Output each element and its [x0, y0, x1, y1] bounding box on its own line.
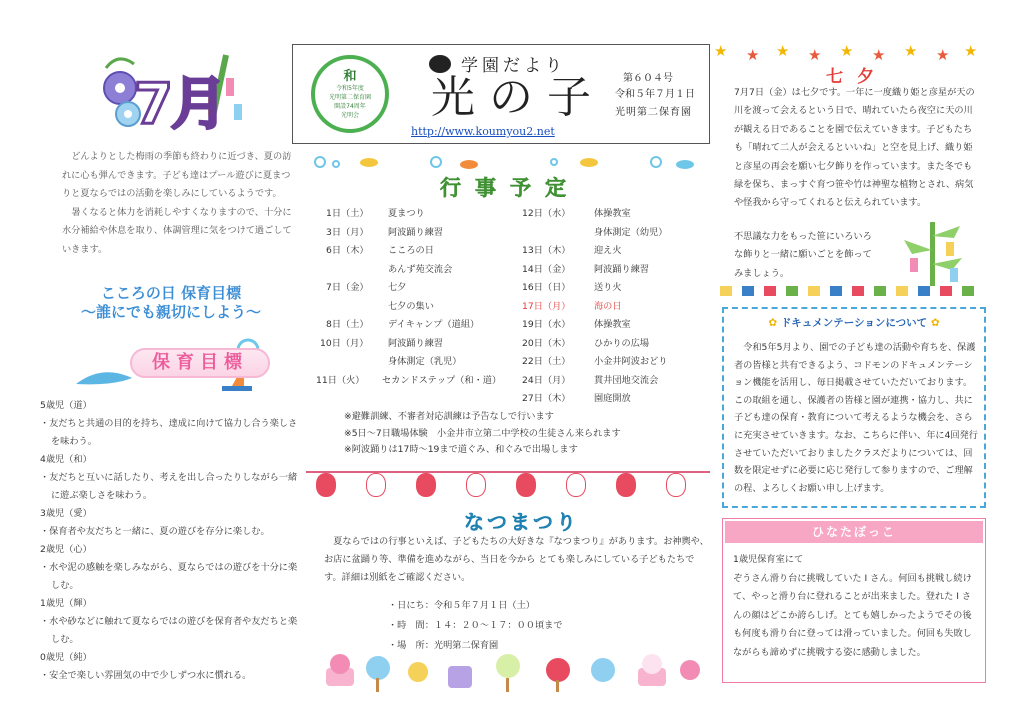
- event-name: 夏まつり: [388, 208, 425, 219]
- event-name: 阿波踊り練習: [594, 263, 650, 275]
- goal-group: [40, 397, 302, 451]
- event-row: [326, 316, 479, 334]
- festival-items-icon: [318, 648, 706, 692]
- lantern-icon: [316, 473, 336, 497]
- natsu-info-line: ・時 間：１４：２０〜１７：００頃まで: [388, 620, 563, 631]
- festival-decoration: [318, 648, 706, 692]
- star-icon: ★: [904, 42, 918, 60]
- lantern-string: [306, 471, 710, 473]
- event-name: 体操教室: [594, 319, 631, 330]
- event-name: 阿波踊り練習: [388, 226, 444, 238]
- event-day: 3日（月）: [326, 226, 369, 238]
- goal-group: [40, 541, 302, 595]
- bubble-icon: [430, 156, 442, 168]
- event-row: [522, 390, 631, 408]
- documentation-box: [722, 307, 986, 508]
- event-row: [522, 279, 622, 297]
- event-day: 7日（金）: [326, 282, 369, 293]
- bubble-icon: [650, 156, 662, 168]
- flag-icon: [962, 286, 974, 296]
- star-icon: ★: [808, 46, 822, 64]
- bamboo-icon: [890, 218, 980, 288]
- goal-age: 0歳児（純）: [40, 652, 92, 663]
- intro-paragraph: どんよりとした梅雨の季節も終わりに近づき、夏の訪れに心も弾んできます。子ども達はプール遊びに夏まつりと夏ならではの活動を楽しみにしているようです。: [62, 151, 292, 199]
- event-row: [522, 372, 658, 390]
- star-icon: ★: [776, 42, 790, 60]
- kokoro-title-line: こころの日 保育目標: [100, 284, 242, 302]
- event-name: 体操教室: [594, 208, 631, 219]
- event-day: 16日（日）: [522, 282, 571, 293]
- logo-mark: 和: [343, 69, 357, 84]
- bubble-icon: [314, 156, 326, 168]
- event-row: [326, 353, 462, 371]
- event-row: [326, 224, 443, 242]
- event-row: [522, 353, 668, 371]
- tanabata-tail-line: みましょう。: [734, 267, 790, 279]
- hoiku-banner: [72, 334, 262, 394]
- bunting-decoration: [712, 286, 992, 300]
- goal-age: 2歳児（心）: [40, 544, 92, 555]
- issue-number: 第６０４号: [623, 73, 673, 84]
- event-note: ※5日〜7日職場体験 小金井市立第二中学校の生徒さん来られます: [344, 427, 621, 439]
- fish-icon: [360, 158, 378, 167]
- goal-item: ・水や泥の感触を楽しみながら、夏ならではの遊びを十分に楽しむ。: [40, 562, 298, 591]
- documentation-title-text: ドキュメンテーションについて: [780, 317, 928, 329]
- lantern-icon: [616, 473, 636, 497]
- goal-age: 4歳児（和）: [40, 454, 92, 465]
- website-link[interactable]: http://www.koumyou2.net: [411, 125, 555, 138]
- fish-icon: [580, 158, 598, 167]
- event-day: 17日（月）: [522, 300, 571, 312]
- flag-icon: [742, 286, 754, 296]
- fish-icon: [676, 160, 694, 169]
- bubble-icon: [550, 158, 558, 166]
- event-row: [522, 335, 649, 353]
- event-row: [320, 335, 443, 353]
- hinata-heading: 1歳児保育室にて: [733, 554, 804, 565]
- event-name: 迎え火: [594, 245, 622, 256]
- flag-icon: [918, 286, 930, 296]
- event-name: あんず苑交流会: [388, 263, 453, 275]
- tanabata-text: [734, 84, 980, 213]
- logo-line: 開設74周年: [334, 103, 366, 110]
- star-icon: ★: [872, 46, 886, 64]
- goal-item: ・友だちと互いに話したり、考えを出し合ったりしながら一緒に遊ぶ楽しさを味わう。: [40, 472, 298, 501]
- intro-text: [62, 148, 294, 259]
- flag-icon: [940, 286, 952, 296]
- school-name: 光明第二保育園: [615, 107, 692, 118]
- bubble-icon: [332, 160, 340, 168]
- hinata-title: ひなたぼっこ: [725, 521, 983, 543]
- kokoro-title: [40, 284, 302, 322]
- natsu-text: [324, 533, 710, 587]
- goal-item: ・水や砂などに触れて夏ならではの遊びを保育者や友だちと楽しむ。: [40, 616, 298, 645]
- tanabata-tail-line: な飾りと一緒に願いごとを飾って: [734, 249, 872, 261]
- event-name: 園庭開放: [594, 393, 631, 404]
- natsu-info-line: ・日にち：令和５年７月１日（土）: [388, 600, 535, 611]
- event-name: 送り火: [594, 282, 622, 293]
- flag-icon: [786, 286, 798, 296]
- hinata-paragraph: ぞうさん滑り台に挑戦していた I さん。何回も挑戦し続けて、やっと滑り台に登れることが出来ました。登れた I さんの顔はどこか誇らしげ。とても嬉しかったようでその後も何度も滑り台に登っては滑っていました。何回も失敗しながらも諦めずに挑戦する姿に感動しました。: [733, 572, 972, 658]
- logo-line: 光明会: [340, 112, 359, 119]
- lantern-icon: [516, 473, 536, 497]
- event-row: [522, 205, 631, 223]
- intro-paragraph: 暑くなると体力を消耗しやすくなりますので、十分に水分補給や休息を取り、体調管理に気をつけて過ごしていきます。: [62, 206, 292, 255]
- star-decoration: [712, 42, 982, 62]
- event-name: 海の日: [594, 300, 622, 312]
- event-note: ※避難訓練、不審者対応訓練は予告なしで行います: [344, 411, 554, 422]
- tanabata-tail: [734, 228, 894, 283]
- flag-icon: [720, 286, 732, 296]
- sunflower-icon: ✿: [930, 317, 940, 329]
- event-day: 12日（水）: [522, 208, 571, 219]
- hinata-box: [722, 518, 986, 683]
- event-day: 6日（木）: [326, 245, 369, 256]
- event-name: 小金井阿波おどり: [594, 356, 668, 367]
- event-day: 20日（木）: [522, 337, 571, 349]
- flag-icon: [808, 286, 820, 296]
- newsletter-title: 光の子: [431, 72, 605, 123]
- star-icon: ★: [936, 46, 950, 64]
- event-day: 13日（木）: [522, 245, 571, 256]
- newsletter-label: 学園だより: [461, 56, 566, 76]
- lantern-icon: [466, 473, 486, 497]
- event-name: こころの日: [388, 245, 434, 256]
- event-day: 22日（土）: [522, 356, 571, 367]
- tanabata-paragraph: 7月7日（金）は七夕です。一年に一度織り姫と彦星が天の川を渡って会えるという日で、晴れていたら夜空に天の川が観える日であることを園で伝えていきます。子どもたちも「晴れて二人が会えるといいね」と空を見上げ、織り姫と彦星の再会を願い七夕飾りを作っています。また冬でも緑を保ち、まっすぐ育つ笹や竹は神聖な植物とされ、病気や怪我から守ってくれると伝えられています。: [734, 87, 975, 209]
- goal-item: ・保育者や友だちと一緒に、夏の遊びを存分に楽しむ。: [40, 526, 270, 537]
- star-icon: ★: [714, 42, 728, 60]
- natsu-title: なつまつり: [464, 510, 579, 534]
- event-row: [326, 298, 434, 316]
- star-icon: ★: [746, 46, 760, 64]
- events-title: 行事予定: [440, 176, 580, 200]
- event-row: [326, 261, 452, 279]
- masthead: [292, 44, 710, 144]
- natsu-paragraph: 夏ならではの行事といえば、子どもたちの大好きな『なつまつり』があります。お神輿や、お店に盆踊り等、準備を進めながら、当日を今から とても楽しみにしている子どもたちです。詳細は別紙をご確認ください。: [324, 536, 709, 583]
- goal-group: [40, 505, 302, 541]
- logo-line: 光明第二保育園: [328, 94, 371, 101]
- flag-icon: [896, 286, 908, 296]
- documentation-paragraph: 令和5年5月より、園での子ども達の活動や育ちを、保護者の皆様と共有できるよう、コドモンのドキュメンテーション機能を活用し、毎日掲載させていただいております。この取組を通し、保護者の皆様と園が連携・協力し、共に子ども達の保育・教育について考えるような機会を、さらに充実させていきます。なお、こちらに伴い、年に4回発行させていただいておりましたクラスだよりについては、回数を限定せずに必要に応じ発行して参りますので、ご理解の程、よろしくお願い申し上げます。: [734, 342, 978, 494]
- event-notes: [344, 409, 710, 459]
- event-note: ※阿波踊りは17時〜19まで道ぐみ、和ぐみで出場します: [344, 444, 578, 455]
- kokoro-title-line: 〜誰にでも親切にしよう〜: [80, 303, 261, 321]
- event-row: [316, 372, 501, 390]
- event-day: 24日（月）: [522, 374, 571, 386]
- left-column: [40, 40, 302, 690]
- flag-icon: [852, 286, 864, 296]
- lantern-icon: [666, 473, 686, 497]
- event-row: [522, 224, 668, 242]
- goals-list: [40, 397, 302, 685]
- flag-icon: [874, 286, 886, 296]
- hoiku-label: 保育目標: [130, 348, 270, 378]
- tanabata-tail-line: 不思議な力をもった笹にいろいろ: [734, 231, 872, 242]
- event-name: 身体測定（幼児）: [594, 226, 668, 238]
- event-day: 11日（火）: [316, 374, 365, 386]
- goal-item: ・安全で楽しい雰囲気の中で少しずつ水に慣れる。: [40, 670, 252, 681]
- month-badge: [98, 48, 246, 138]
- school-house-icon: [429, 55, 451, 73]
- goal-age: 1歳児（輝）: [40, 598, 92, 609]
- event-row: [326, 242, 434, 260]
- sunflower-icon: ✿: [768, 317, 778, 329]
- star-icon: ★: [964, 42, 978, 60]
- documentation-text: [734, 339, 978, 497]
- lantern-icon: [366, 473, 386, 497]
- fish-decoration: [310, 152, 705, 174]
- tanabata-title: 七夕: [826, 67, 888, 87]
- flag-icon: [764, 286, 776, 296]
- natsu-info-line: ・場 所：光明第二保育園: [388, 640, 499, 651]
- event-name: 貫井団地交流会: [594, 374, 659, 386]
- star-icon: ★: [840, 42, 854, 60]
- flag-icon: [830, 286, 842, 296]
- fish-icon: [460, 160, 478, 169]
- event-day: 19日（水）: [522, 319, 571, 330]
- event-name: 阿波踊り練習: [388, 337, 444, 349]
- event-row: [326, 279, 406, 297]
- hinata-text: [733, 551, 977, 663]
- natsu-info: [388, 596, 688, 656]
- event-name: 七夕の集い: [388, 300, 434, 312]
- event-name: セカンドステップ（和・道）: [382, 374, 502, 386]
- event-day: 14日（金）: [522, 263, 571, 275]
- event-name: 七夕: [388, 282, 407, 293]
- event-day: 10日（月）: [320, 337, 369, 349]
- event-day: 8日（土）: [326, 319, 369, 330]
- documentation-title: [724, 315, 984, 330]
- goal-group: [40, 649, 302, 685]
- event-row: [522, 242, 622, 260]
- event-row: [326, 205, 425, 223]
- goal-item: ・友だちと共通の目的を持ち、達成に向けて協力し合う楽しさを味わう。: [40, 418, 298, 447]
- event-name: ひかりの広場: [594, 337, 650, 349]
- event-name: デイキャンプ（道組）: [388, 319, 480, 330]
- event-row-holiday: [522, 298, 622, 316]
- lantern-icon: [416, 473, 436, 497]
- lantern-decoration: [306, 465, 710, 505]
- goal-age: 3歳児（愛）: [40, 508, 92, 519]
- event-day: 27日（木）: [522, 393, 571, 404]
- event-day: 1日（土）: [326, 208, 369, 219]
- goal-group: [40, 595, 302, 649]
- month-label: 7月: [134, 72, 225, 137]
- school-logo: [311, 55, 389, 133]
- event-row: [522, 316, 631, 334]
- logo-line: 令和5年度: [336, 85, 364, 92]
- goal-age: 5歳児（道）: [40, 400, 92, 411]
- lantern-icon: [566, 473, 586, 497]
- goal-group: [40, 451, 302, 505]
- issue-date: 令和５年７月１日: [615, 89, 695, 100]
- event-row: [522, 261, 649, 279]
- event-name: 身体測定（乳児）: [388, 356, 462, 367]
